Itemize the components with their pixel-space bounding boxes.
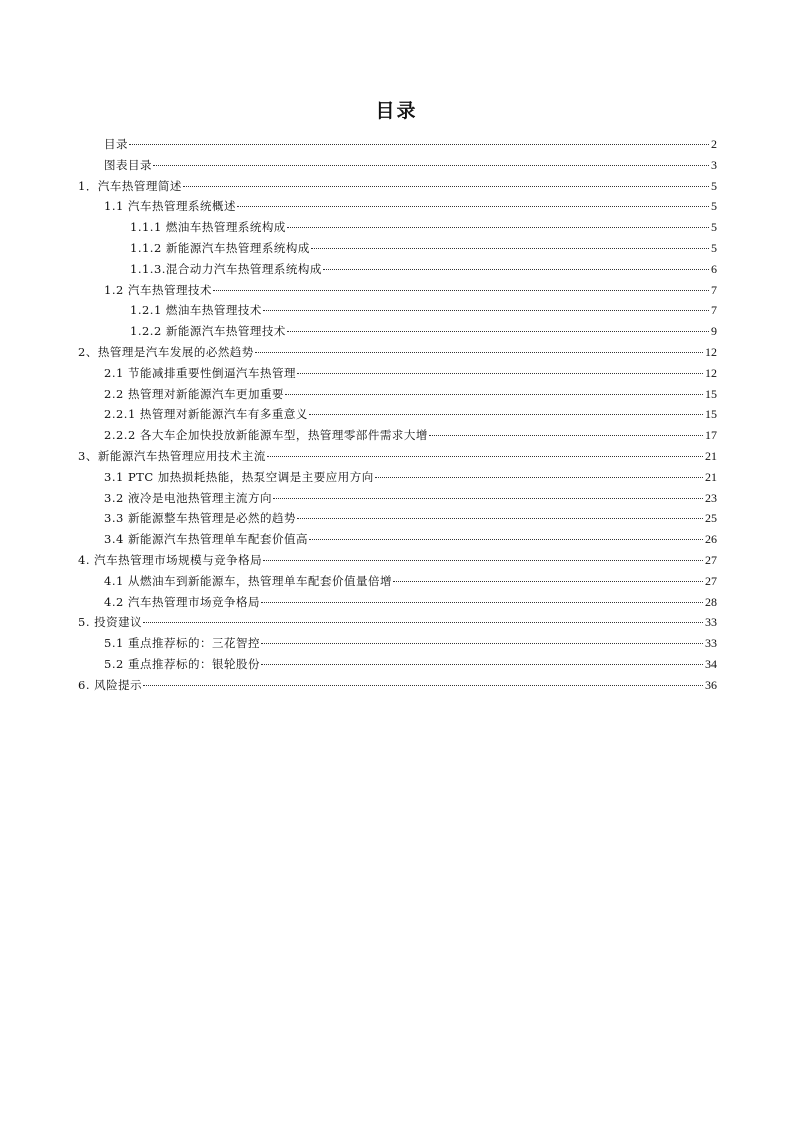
toc-dot-leader <box>273 498 703 499</box>
toc-entry[interactable] <box>104 529 717 550</box>
toc-entry-page-number: 34 <box>705 657 717 671</box>
toc-dot-leader <box>429 435 703 436</box>
toc-entry-label: 2.2.1 热管理对新能源汽车有多重意义 <box>104 407 308 422</box>
toc-entry-page-number: 6 <box>711 261 717 276</box>
toc-entry[interactable] <box>104 134 717 155</box>
toc-entry[interactable] <box>104 467 717 488</box>
toc-entry-page-number: 28 <box>705 594 717 609</box>
toc-dot-leader <box>311 248 709 249</box>
toc-entry[interactable] <box>104 654 717 675</box>
toc-entry-label: 2、热管理是汽车发展的必然趋势 <box>78 345 254 359</box>
toc-dot-leader <box>309 414 703 415</box>
toc-entry[interactable] <box>104 363 717 384</box>
toc-entry-label: 2.1 节能减排重要性倒逼汽车热管理 <box>104 365 296 380</box>
toc-dot-leader <box>183 186 709 187</box>
toc-entry-page-number: 36 <box>705 677 717 692</box>
toc-entry-label: 1．汽车热管理简述 <box>78 178 182 193</box>
toc-dot-leader <box>263 560 703 561</box>
toc-entry-label: 3、新能源汽车热管理应用技术主流 <box>78 449 266 463</box>
toc-dot-leader <box>287 227 709 228</box>
toc-dot-leader <box>255 352 703 353</box>
toc-entry[interactable] <box>104 280 717 301</box>
toc-entry-page-number: 9 <box>711 324 717 339</box>
page-title: 目录 <box>375 100 418 122</box>
toc-dot-leader <box>297 518 703 519</box>
toc-entry[interactable] <box>104 633 717 654</box>
toc-entry-label: 5.1 重点推荐标的：三花智控 <box>104 636 260 651</box>
toc-entry-label: 图表目录 <box>104 157 152 172</box>
toc-dot-leader <box>143 685 703 686</box>
toc-entry-page-number: 12 <box>705 345 717 359</box>
toc-entry-page-number: 33 <box>705 636 717 651</box>
toc-entry-label: 1.1.1 燃油车热管理系统构成 <box>130 220 286 235</box>
toc-entry-page-number: 12 <box>705 365 717 380</box>
toc-dot-leader <box>143 622 703 623</box>
toc-entry[interactable] <box>104 571 717 592</box>
toc-entry-page-number: 15 <box>705 386 717 401</box>
toc-entry-label: 3.1 PTC 加热损耗热能，热泵空调是主要应用方向 <box>104 469 374 484</box>
toc-entry-label: 4. 汽车热管理市场规模与竞争格局 <box>78 553 263 567</box>
toc-dot-leader <box>213 290 709 291</box>
toc-dot-leader <box>153 165 709 166</box>
toc-entry-label: 目录 <box>104 137 128 151</box>
toc-dot-leader <box>237 206 709 207</box>
toc-entry-label: 4.1 从燃油车到新能源车，热管理单车配套价值量倍增 <box>104 573 392 588</box>
toc-entry-label: 2.2 热管理对新能源汽车更加重要 <box>104 386 284 401</box>
toc-entry[interactable] <box>78 550 717 571</box>
toc-entry-label: 4.2 汽车热管理市场竞争格局 <box>104 594 260 609</box>
toc-entry-label: 6. 风险提示 <box>78 677 143 692</box>
toc-entry-page-number: 2 <box>711 137 717 151</box>
toc-entry-page-number: 5 <box>711 220 717 235</box>
toc-entry[interactable] <box>104 425 717 446</box>
toc-entry-label: 2.2.2 各大车企加快投放新能源车型，热管理零部件需求大增 <box>104 428 428 443</box>
toc-dot-leader <box>297 373 703 374</box>
toc-entry-page-number: 27 <box>705 573 717 588</box>
toc-entry[interactable] <box>78 446 717 467</box>
toc-entry[interactable] <box>130 238 717 259</box>
toc-dot-leader <box>261 643 703 644</box>
toc-entry-page-number: 5 <box>711 241 717 255</box>
toc-entry-label: 1.2 汽车热管理技术 <box>104 282 212 297</box>
toc-dot-leader <box>129 144 709 145</box>
toc-entry-label: 1.1 汽车热管理系统概述 <box>104 199 236 214</box>
toc-entry-page-number: 23 <box>705 490 717 505</box>
toc-entry-page-number: 17 <box>705 428 717 443</box>
toc-entry[interactable] <box>104 384 717 405</box>
toc-entry[interactable] <box>78 675 717 696</box>
toc-entry-page-number: 7 <box>711 303 717 318</box>
toc-dot-leader <box>285 394 703 395</box>
toc-dot-leader <box>261 664 703 665</box>
toc-entry-page-number: 3 <box>711 157 717 172</box>
toc-entry-label: 3.2 液冷是电池热管理主流方向 <box>104 490 272 505</box>
toc-entry-page-number: 25 <box>705 511 717 526</box>
toc-entry-page-number: 7 <box>711 282 717 297</box>
toc-entry-page-number: 21 <box>705 449 717 463</box>
toc-entry-page-number: 5 <box>711 178 717 193</box>
toc-entry[interactable] <box>104 488 717 509</box>
toc-entry[interactable] <box>104 404 717 425</box>
toc-entry[interactable] <box>78 342 717 363</box>
toc-dot-leader <box>263 310 709 311</box>
toc-entry-page-number: 26 <box>705 532 717 547</box>
toc-entry[interactable] <box>130 217 717 238</box>
toc-entry[interactable] <box>104 196 717 217</box>
toc-entry-label: 3.3 新能源整车热管理是必然的趋势 <box>104 511 296 526</box>
toc-entry-page-number: 5 <box>711 199 717 214</box>
toc-entry[interactable] <box>130 300 717 321</box>
toc-entry[interactable] <box>130 321 717 342</box>
toc-dot-leader <box>393 581 703 582</box>
toc-dot-leader <box>323 269 709 270</box>
toc-entry-label: 1.1.2 新能源汽车热管理系统构成 <box>130 241 310 255</box>
toc-entry-label: 1.2.1 燃油车热管理技术 <box>130 303 262 318</box>
toc-entry-page-number: 27 <box>705 553 717 567</box>
toc-entry[interactable] <box>78 612 717 633</box>
toc-dot-leader <box>261 602 703 603</box>
toc-entry[interactable] <box>104 592 717 613</box>
toc-entry[interactable] <box>130 259 717 280</box>
toc-entry[interactable] <box>104 508 717 529</box>
toc-entry-page-number: 15 <box>705 407 717 422</box>
toc-entry-label: 1.2.2 新能源汽车热管理技术 <box>130 324 286 339</box>
toc-entry-label: 5. 投资建议 <box>78 615 143 630</box>
toc-dot-leader <box>267 456 703 457</box>
toc-entry[interactable] <box>104 155 717 176</box>
toc-entry[interactable] <box>78 176 717 197</box>
toc-entry-page-number: 33 <box>705 615 717 630</box>
toc-entry-label: 5.2 重点推荐标的：银轮股份 <box>104 657 260 671</box>
toc-entry-label: 3.4 新能源汽车热管理单车配套价值高 <box>104 532 308 547</box>
toc-entry-label: 1.1.3.混合动力汽车热管理系统构成 <box>130 261 322 276</box>
toc-dot-leader <box>375 477 703 478</box>
toc-dot-leader <box>287 331 709 332</box>
toc-dot-leader <box>309 539 703 540</box>
toc-entry-page-number: 21 <box>705 469 717 484</box>
